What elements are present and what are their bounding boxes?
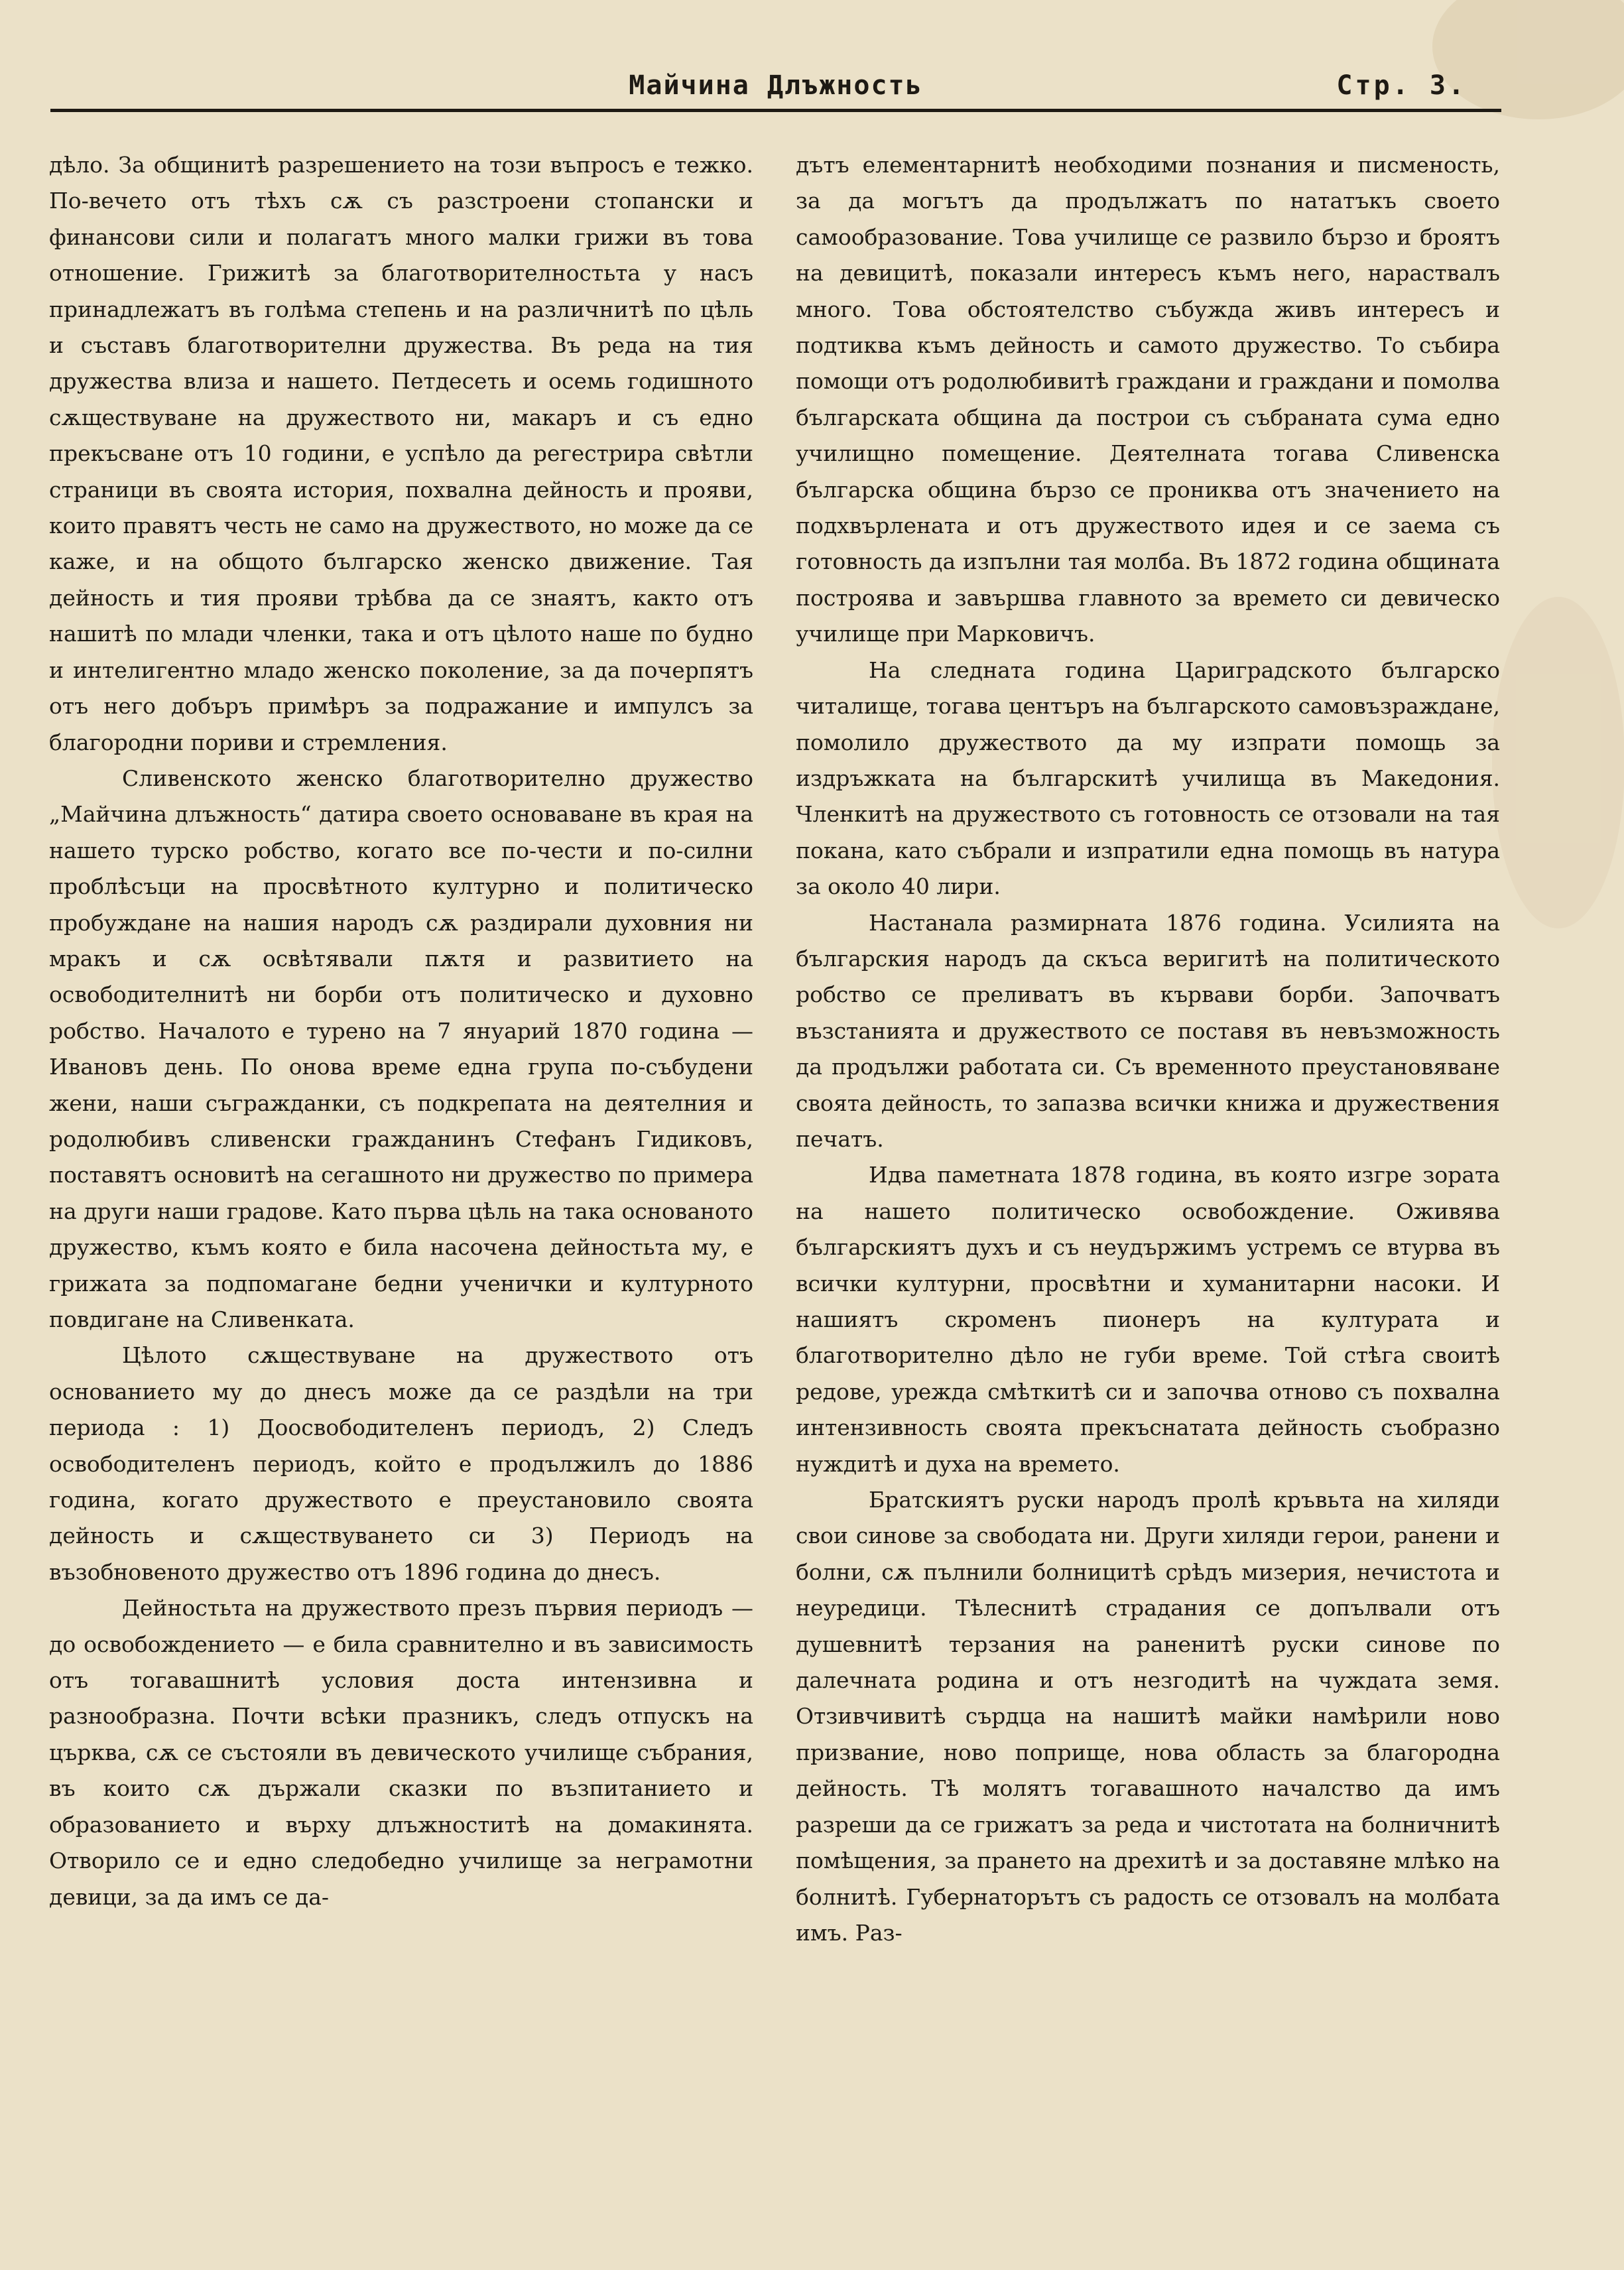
page-header [50,69,1501,106]
header-rule [50,109,1501,112]
page-number: Стр. 3. [1336,70,1467,101]
paragraph: Идва паметната 1878 година, въ която изгре зората на нашето политическо освобождение. Оживява българскиятъ духъ и съ неудържимъ устремъ се втурва въ всички културни, просвѣтни и хуманитарни насоки. И нашиятъ скроменъ пионеръ на културата и благотворително дѣло не губи време. Той стѣга своитѣ редове, урежда смѣткитѣ си и започва отново съ похвална интензивность своята прекъснатата дейность съобразно нуждитѣ и духа на времето. [796,1162,1500,1477]
right-column [796,147,1500,1951]
paragraph: На следната година Цариградското българско читалище, тогава центъръ на българското самовъзраждане, помолило дружеството да му изпрати помощь за издръжката на българскитѣ училища въ Македония. Членкитѣ на дружеството съ готовность се отзовали на тая покана, като събрали и изпратили една помощь въ натура за около 40 лири. [796,657,1500,900]
paragraph: Братскиятъ руски народъ пролѣ кръвьта на хиляди свои синове за свободата ни. Други хиляди герои, ранени и болни, сѫ пълнили болницитѣ срѣдъ мизерия, нечистота и неуредици. Тѣлеснитѣ страдания се допълвали отъ душевнитѣ терзания на раненитѣ руски синове по далечната родина и отъ незгодитѣ на чуждата земя. Отзивчивитѣ сърдца на нашитѣ майки намѣрили ново призвание, ново поприще, нова область за благородна дейность. Тѣ молятъ тогавашното началство да имъ разреши да се грижатъ за реда и чистотата на болничнитѣ помѣщения, за прането на дрехитѣ и за доставяне млѣко на болнитѣ. Губернаторътъ съ радость се отзовалъ на молбата имъ. Раз- [796,1487,1500,1946]
paragraph: дътъ елементарнитѣ необходими познания и писменость, за да могътъ да продължатъ по нататъкъ своето самообразование. Това училище се развило бързо и броятъ на девицитѣ, показали интересъ къмъ него, нараствалъ много. Това обстоятелство събужда живъ интересъ и подтиква къмъ дейность и самото дружество. То събира помощи отъ родолюбивитѣ граждани и граждани и помолва българската община да построи съ събраната сума едно училищно помещение. Деятелната тогава Сливенска българска община бързо се прониква отъ значението на подхвърлената и отъ дружеството идея и се заема съ готовность да изпълни тая молба. Въ 1872 година общината построява и завършва главното за времето си девическо училище при Марковичъ. [796,152,1500,647]
publication-title: Майчина Длъжность [629,70,923,101]
paragraph: Настанала размирната 1876 година. Усилията на българския народъ да скъса веригитѣ на политическото робство се преливатъ въ кървави борби. Започватъ възстанията и дружеството се поставя въ невъзможность да продължи работата си. Съ временното преустановяване своята дейность, то запазва всички книжа и дружествения печатъ. [796,909,1500,1152]
paper-stain [1492,597,1624,928]
paragraph: Дейностьта на дружеството презъ първия периодъ — до освобождението — е била сравнително и въ зависимость отъ тогавашнитѣ условия доста интензивна и разнообразна. Почти всѣки празникъ, следъ отпускъ на църква, сѫ се състояли въ девическото училище събрания, въ които сѫ държали сказки по възпитанието и образованието и върху длъжноститѣ на домакинята. Отворило се и едно следобедно училище за неграмотни девици, за да имъ се да- [49,1595,753,1910]
paragraph: Сливенското женско благотворително дружество „Майчина длъжность“ датира своето основаване въ края на нашето турско робство, когато все по-чести и по-силни проблѣсъци на просвѣтното културно и политическо пробуждане на нашия народъ сѫ раздирали духовния ни мракъ и сѫ освѣтявали пѫтя и развитието на освободителнитѣ ни борби отъ политическо и духовно робство. Началото е турено на 7 януарий 1870 година — Ивановъ день. По онова време една група по-събудени жени, наши съгражданки, съ подкрепата на деятелния и родолюбивъ сливенски гражданинъ Стефанъ Гидиковъ, поставятъ основитѣ на сегашното ни дружество по примера на други наши градове. Като първа цѣль на така основаното дружество, къмъ която е била насочена дейностьта му, е грижата за подпомагане бедни ученички и културното повдигане на Сливенката. [49,765,753,1332]
left-column [49,147,753,1915]
paragraph: Цѣлото сѫществуване на дружеството отъ основанието му до днесъ може да се раздѣли на три периода : 1) Доосвободителенъ периодъ, 2) Следъ освободителенъ периодъ, който е продължилъ до 1886 година, когато дружеството е преустановило своята дейность и сѫществуването си 3) Периодъ на възобновеното дружество отъ 1896 година до днесъ. [49,1342,753,1585]
paragraph: дѣло. За общинитѣ разрешението на този въпросъ е тежко. По-вечето отъ тѣхъ сѫ съ разстроени стопански и финансови сили и полагатъ много малки грижи въ това отношение. Грижитѣ за благотворителностьта у насъ принадлежатъ въ голѣма степень и на различнитѣ по цѣль и съставъ благотворителни дружества. Въ реда на тия дружества влиза и нашето. Петдесеть и осемь годишното сѫществуване на дружеството ни, макаръ и съ едно прекъсване отъ 10 години, е успѣло да регестрира свѣтли страници въ своята история, похвална дейность и прояви, които правятъ честь не само на дружеството, но може да се каже, и на общото българско женско движение. Тая дейность и тия прояви трѣбва да се знаятъ, както отъ нашитѣ по млади членки, така и отъ цѣлото наше по будно и интелигентно младо женско поколение, за да почерпятъ отъ него добъръ примѣръ за подражание и импулсъ за благородни пориви и стремления. [49,152,753,755]
